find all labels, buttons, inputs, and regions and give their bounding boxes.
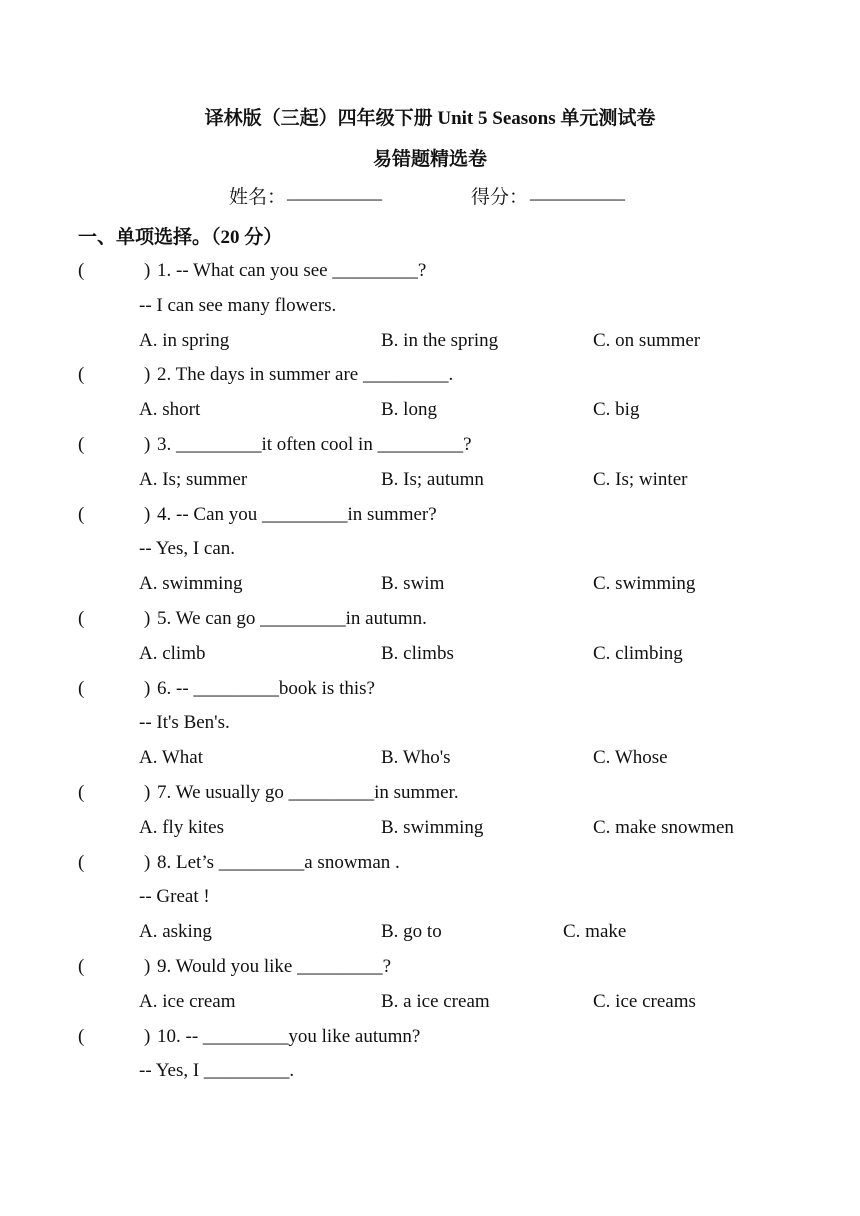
option-c[interactable]: C. ice creams <box>593 990 696 1012</box>
option-c[interactable]: C. make snowmen <box>593 816 734 838</box>
option-b[interactable]: B. long <box>381 399 437 421</box>
answer-paren-open[interactable]: ( <box>78 503 85 525</box>
option-a[interactable]: A. swimming <box>139 573 243 595</box>
question-text: 8. Let’s _________a snowman . <box>157 851 400 873</box>
question-reply: -- I can see many flowers. <box>139 294 337 316</box>
option-b[interactable]: B. Who's <box>381 747 451 769</box>
question-text: 4. -- Can you _________in summer? <box>157 503 437 525</box>
option-a[interactable]: A. Is; summer <box>139 468 248 490</box>
answer-paren-close[interactable]: ) <box>144 782 151 803</box>
answer-paren-close[interactable]: ) <box>144 503 151 525</box>
question-reply: -- Yes, I can. <box>139 538 236 560</box>
answer-paren-close[interactable]: ) <box>144 1025 151 1047</box>
question-text: 9. Would you like _________? <box>157 956 392 977</box>
question-text: 10. -- _________you like autumn? <box>157 1025 421 1047</box>
question-text: 2. The days in summer are _________. <box>157 364 454 386</box>
option-b[interactable]: B. go to <box>381 921 442 943</box>
answer-paren-close[interactable]: ) <box>144 608 151 629</box>
option-b[interactable]: B. climbs <box>381 642 454 664</box>
option-b[interactable]: B. a ice cream <box>381 990 490 1012</box>
question-text: 6. -- _________book is this? <box>157 677 375 699</box>
answer-paren-open[interactable]: ( <box>78 956 85 977</box>
answer-paren-close[interactable]: ) <box>144 677 151 699</box>
option-b[interactable]: B. swim <box>381 573 445 595</box>
answer-paren-close[interactable]: ) <box>144 364 151 386</box>
option-b[interactable]: B. Is; autumn <box>381 468 484 490</box>
option-a[interactable]: A. asking <box>139 921 212 943</box>
option-a[interactable]: A. short <box>139 399 201 421</box>
answer-paren-open[interactable]: ( <box>78 1025 85 1047</box>
page-title: 译林版（三起）四年级下册 Unit 5 Seasons 单元测试卷 <box>204 108 656 129</box>
name-label: 姓名： <box>229 187 287 208</box>
question-reply: -- It's Ben's. <box>139 712 230 734</box>
answer-paren-close[interactable]: ) <box>144 260 151 281</box>
option-c[interactable]: C. make <box>563 921 627 943</box>
option-a[interactable]: A. climb <box>139 642 206 664</box>
question-reply: -- Great ! <box>139 886 210 908</box>
option-c[interactable]: C. on summer <box>593 329 701 351</box>
option-c[interactable]: C. swimming <box>593 573 696 595</box>
page-subtitle: 易错题精选卷 <box>372 149 487 170</box>
option-a[interactable]: A. ice cream <box>139 990 236 1012</box>
option-c[interactable]: C. climbing <box>593 642 683 664</box>
answer-paren-open[interactable]: ( <box>78 434 85 455</box>
answer-paren-open[interactable]: ( <box>78 851 85 873</box>
answer-paren-open[interactable]: ( <box>78 677 85 699</box>
question-reply: -- Yes, I _________. <box>139 1060 295 1082</box>
question-text: 5. We can go _________in autumn. <box>157 608 427 629</box>
score-label: 得分： <box>471 187 529 208</box>
question-text: 1. -- What can you see _________? <box>157 260 427 281</box>
answer-paren-open[interactable]: ( <box>78 782 85 803</box>
option-a[interactable]: A. in spring <box>139 329 230 351</box>
option-a[interactable]: A. What <box>139 747 204 769</box>
score-blank[interactable]: __________ <box>530 182 625 203</box>
option-c[interactable]: C. Whose <box>593 747 668 769</box>
answer-paren-close[interactable]: ) <box>144 851 151 873</box>
section-heading: 一、单项选择。（20 分） <box>78 227 283 248</box>
option-b[interactable]: B. swimming <box>381 816 484 838</box>
answer-paren-open[interactable]: ( <box>78 260 85 281</box>
option-a[interactable]: A. fly kites <box>139 816 224 838</box>
answer-paren-close[interactable]: ) <box>144 956 151 977</box>
option-b[interactable]: B. in the spring <box>381 329 499 351</box>
question-text: 7. We usually go _________in summer. <box>157 782 459 803</box>
question-text: 3. _________it often cool in _________? <box>157 434 472 455</box>
answer-paren-open[interactable]: ( <box>78 364 85 386</box>
option-c[interactable]: C. big <box>593 399 640 421</box>
option-c[interactable]: C. Is; winter <box>593 468 688 490</box>
answer-paren-close[interactable]: ) <box>144 434 151 455</box>
answer-paren-open[interactable]: ( <box>78 608 85 629</box>
name-blank[interactable]: __________ <box>287 182 382 203</box>
